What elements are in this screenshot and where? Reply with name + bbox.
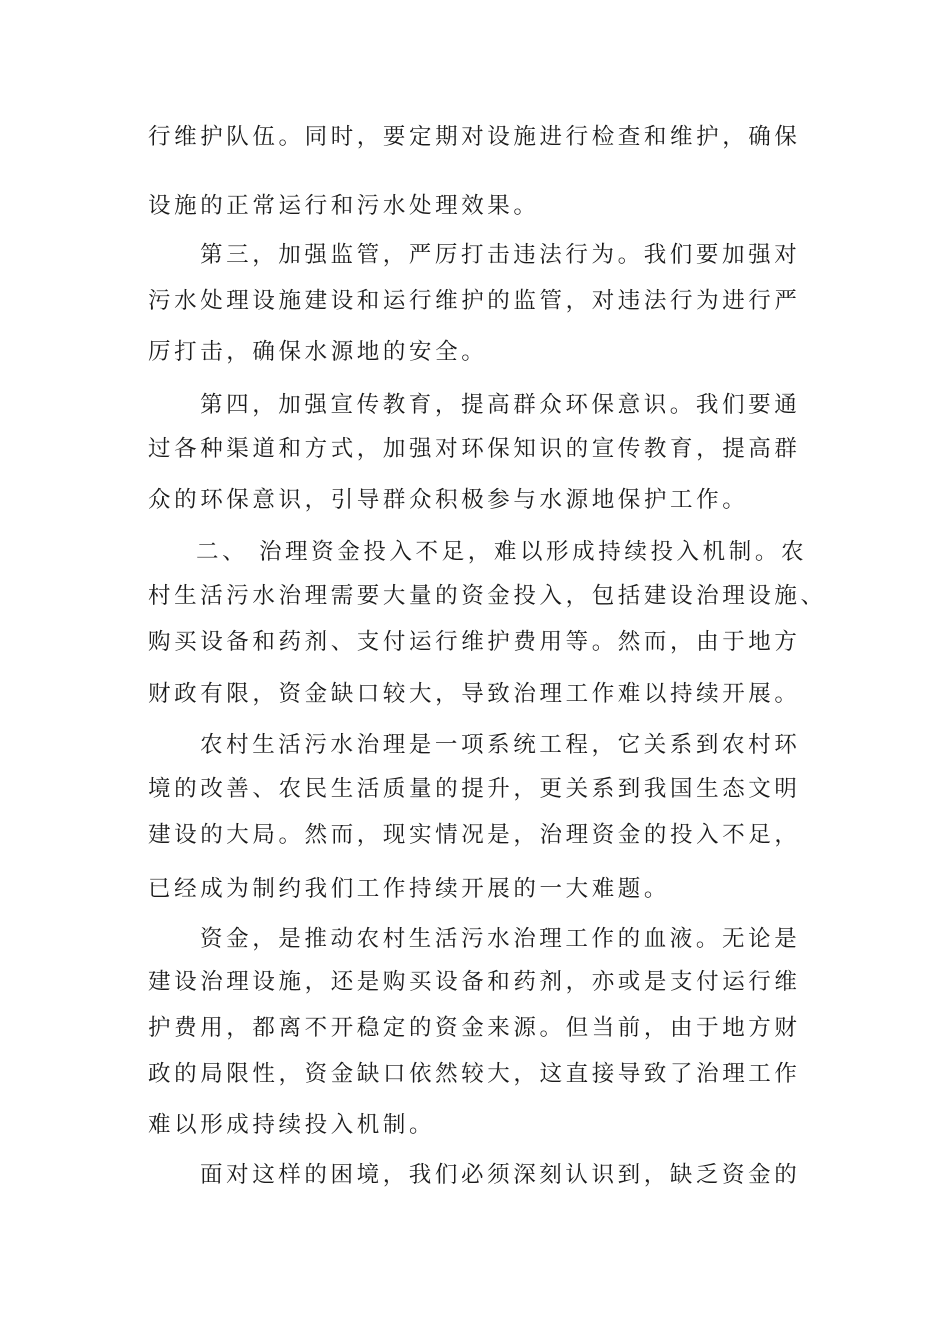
text-line: 难以形成持续投入机制。 [148, 1112, 436, 1138]
text-line: 政的局限性，资金缺口依然较大，这直接导致了治理工作 [148, 1061, 801, 1087]
text-line: 村生活污水治理需要大量的资金投入，包括建设治理设施、 [148, 583, 827, 609]
text-line: 设施的正常运行和污水处理效果。 [148, 193, 540, 219]
text-line: 财政有限，资金缺口较大，导致治理工作难以持续开展。 [148, 681, 801, 707]
section-two-heading: 二、 治理资金投入不足，难以形成持续投入机制。农 [196, 539, 808, 565]
paragraph-third-start: 第三，加强监管，严厉打击违法行为。我们要加强对 [200, 242, 801, 268]
paragraph-start: 资金，是推动农村生活污水治理工作的血液。无论是 [200, 926, 801, 952]
text-line: 护费用，都离不开稳定的资金来源。但当前，由于地方财 [148, 1015, 801, 1041]
text-line: 境的改善、农民生活质量的提升，更关系到我国生态文明 [148, 776, 801, 802]
text-line: 建设治理设施，还是购买设备和药剂，亦或是支付运行维 [148, 969, 801, 995]
text-line: 行维护队伍。同时，要定期对设施进行检查和维护，确保 [148, 124, 801, 150]
paragraph-fourth-start: 第四，加强宣传教育，提高群众环保意识。我们要通 [200, 392, 801, 418]
text-line: 众的环保意识，引导群众积极参与水源地保护工作。 [148, 487, 749, 513]
text-line: 厉打击，确保水源地的安全。 [148, 339, 488, 365]
text-line: 污水处理设施建设和运行维护的监管，对违法行为进行严 [148, 288, 801, 314]
text-line: 过各种渠道和方式，加强对环保知识的宣传教育，提高群 [148, 436, 801, 462]
text-line: 已经成为制约我们工作持续开展的一大难题。 [148, 876, 671, 902]
paragraph-start: 面对这样的困境，我们必须深刻认识到，缺乏资金的 [200, 1162, 801, 1188]
text-line: 建设的大局。然而，现实情况是，治理资金的投入不足， [148, 822, 801, 848]
paragraph-start: 农村生活污水治理是一项系统工程，它关系到农村环 [200, 732, 801, 758]
text-line: 购买设备和药剂、支付运行维护费用等。然而，由于地方 [148, 629, 801, 655]
